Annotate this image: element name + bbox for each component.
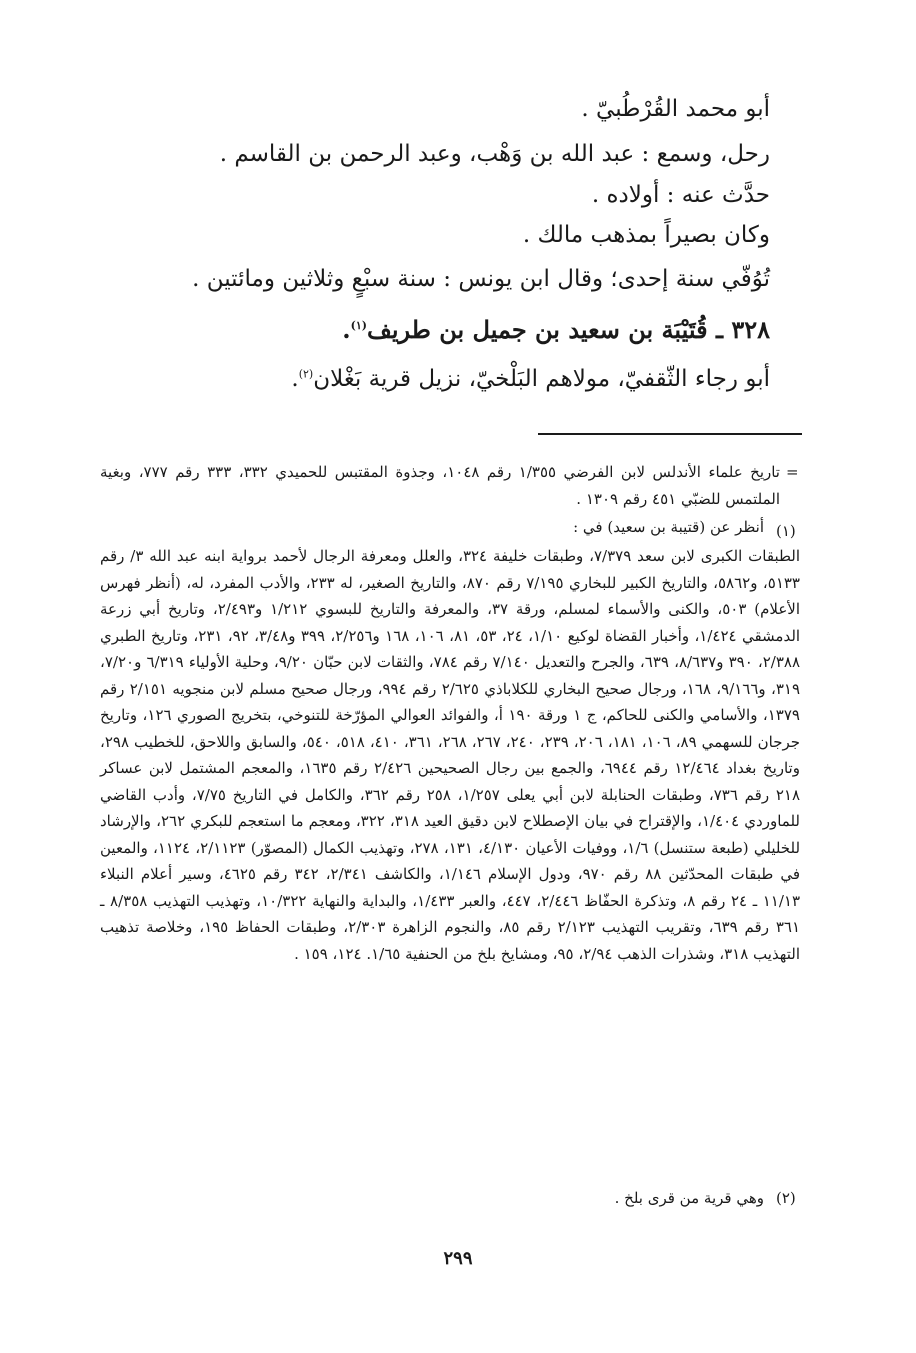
footnote-marker-1: (١) [776, 522, 796, 540]
footnote-ref: (١) [350, 319, 368, 332]
footnote-ref: (٢) [298, 367, 314, 381]
footnote-1-intro: أنظر عن (قتيبة بن سعيد) في : [573, 518, 764, 536]
page-number: ٢٩٩ [443, 1248, 473, 1269]
biography-line-end: . [291, 366, 299, 392]
biography-line: تُوُفّي سنة إحدى؛ وقال ابن يونس : سنة سبْعٍ وثلاثين ومائتين . [192, 266, 770, 292]
biography-line [291, 366, 770, 392]
biography-line: أبو محمد القُرْطُبيّ . [581, 96, 770, 122]
entry-heading-text: ٣٢٨ ـ قُتَيْبَة بن سعيد بن جميل بن طريف [367, 315, 770, 344]
footnote-continuation: تاريخ علماء الأندلس لابن الفرضي ١/٣٥٥ رقم ١٠٤٨، وجذوة المقتبس للحميدي ٣٣٢، ٣٣٣ رقم ٧٧٧، وبغية الملتمس للضبّي ٤٥١ رقم ١٣٠٩ . [100, 463, 780, 508]
entry-heading [342, 315, 770, 344]
footnote-separator [538, 433, 802, 435]
entry-heading-end: . [342, 315, 351, 344]
biography-line: حدَّث عنه : أولاده . [591, 182, 770, 208]
biography-line-text: أبو رجاء الثّقفيّ، مولاهم البَلْخيّ، نزيل قرية بَغْلان [313, 366, 770, 392]
biography-line: رحل، وسمع : عبد الله بن وَهْب، وعبد الرحمن بن القاسم . [219, 141, 770, 167]
footnote-2-text: وهي قرية من قرى بلخ . [614, 1189, 764, 1207]
footnote-marker-2: (٢) [776, 1189, 796, 1207]
biography-line: وكان بصيراً بمذهب مالك . [522, 222, 770, 248]
footnote-continuation-marker: = [786, 463, 799, 481]
footnote-1-text: الطبقات الكبرى لابن سعد ٧/٣٧٩، وطبقات خليفة ٣٢٤، والعلل ومعرفة الرجال لأحمد برواية ابنه عبد الله ٣/ رقم ٥١٣٣، و٥٨٦٢، والتاريخ الكبير للبخاري ٧/١٩٥ رقم ٨٧٠، والتاريخ الصغير، له ٢٣٣، والأدب المفرد، له، (أنظر فهرس الأعلام) ٥٠٣، والكنى والأسماء لمسلم، ورقة ٣٧، والمعرفة والتاريخ للبسوي ١/٢١٢ و٢/٤٩٣، وتاريخ أبي زرعة الدمشقي ١/٤٢٤، وأخبار القضاة لوكيع ١/١٠، ٢٤، ٥٣، ٨١، ١٠٦، ١٦٨ و٢/٢٥٦، ٣٩٩ و٣/٤٨، ٩٢، ٢٣١، وتاريخ الطبري ٢/٣٨٨، ٣٩٠ و٨/٦٣٧، ٦٣٩، والجرح والتعديل ٧/١٤٠ رقم ٧٨٤، والثقات لابن حبّان ٩/٢٠، وحلية الأولياء ٦/٣١٩ و٧/٢٠، ٣١٩، و٩/١٦٦، ١٦٨، ورجال صحيح البخاري للكلاباذي ٢/٦٢٥ رقم ٩٩٤، ورجال صحيح مسلم لابن منجويه ٢/١٥١ رقم ١٣٧٩، والأسامي والكنى للحاكم، ج ١ ورقة ١٩٠ أ، والفوائد العوالي المؤرّخة للتنوخي، بتخريج الصوري ١٢٦، وتاريخ جرجان للسهمي ٨٩، ١٠٦، ١٨١، ٢٠٦، ٢٣٩، ٢٤٠، ٢٦٧، ٢٦٨، ٣٦١، ٤١٠، ٥١٨، ٥٤٠، والسابق واللاحق، للخطيب ٢٩٨، وتاريخ بغداد ١٢/٤٦٤ رقم ٦٩٤٤، والجمع بين رجال الصحيحين ٢/٤٢٦ رقم ١٦٣٥، والمعجم المشتمل لابن عساكر ٢١٨ رقم ٧٣٦، وطبقات الحنابلة لابن أبي يعلى ١/٢٥٧، ٢٥٨ رقم ٣٦٢، والكامل في التاريخ ٧/٧٥، وأدب القاضي للماوردي ١/٤٠٤، والإقتراح في بيان الإصطلاح لابن دقيق العيد ٣١٨، ٣٢٢، ومعجم ما استعجم للبكري ٢٦٢، والإرشاد للخليلي (طبعة ستنسل) ١/٦، ووفيات الأعيان ٤/١٣٠، ١٣١، ٢٧٨، وتهذيب الكمال (المصوّر) ٢/١١٢٣، ١١٢٤، والمعين في طبقات المحدّثين ٨٨ رقم ٩٧٠، ودول الإسلام ١/١٤٦، والكاشف ٢/٣٤١، ٣٤٢ رقم ٤٦٢٥، وسير أعلام النبلاء ١١/١٣ ـ ٢٤ رقم ٨، وتذكرة الحفّاظ ٢/٤٤٦، ٤٤٧، والعبر ١/٤٣٣، والبداية والنهاية ١٠/٣٢٢، وتهذيب التهذيب ٨/٣٥٨ ـ ٣٦١ رقم ٦٣٩، وتقريب التهذيب ٢/١٢٣ رقم ٨٥، والنجوم الزاهرة ٢/٣٠٣، وطبقات الحفاظ ١٩٥، وخلاصة تذهيب التهذيب ٣١٨، وشذرات الذهب ٢/٩٤، ٩٥، ومشايخ بلخ من الحنفية ١/٦٥. ١٢٤، ١٥٩ . [100, 547, 801, 963]
